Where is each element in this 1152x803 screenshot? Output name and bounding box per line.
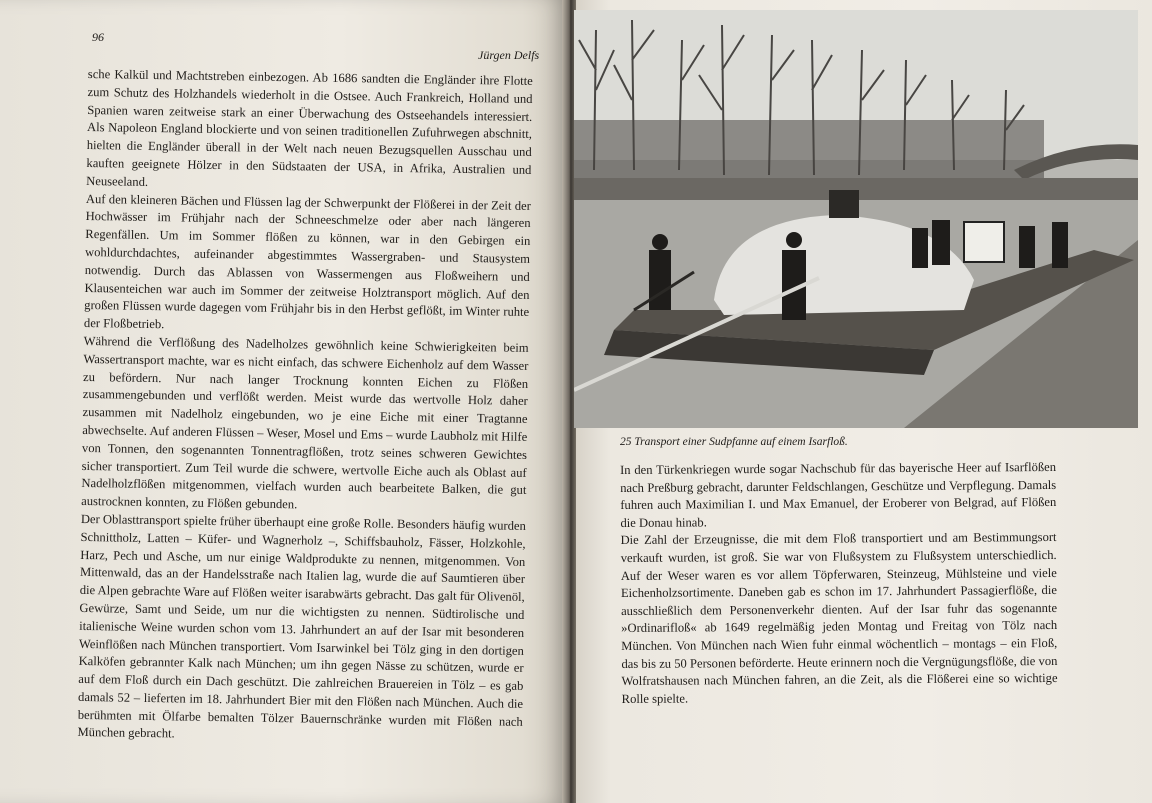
paragraph: sche Kalkül und Machtstreben einbezogen. Ab 1686 sandten die Engländer ihre Flotte zum Schutz des Holzhandels wiederholt in die Ostsee. Auch Frankreich, Holland und Spanien waren zeitweise stark an einer Überwachung des Ostseehandels interessiert. Als Napoleon England blockierte und von seinen traditionellen Zufuhrwegen abschnitt, hielten die Engländer überall in der Welt nach neuen Bezugsquellen Ausschau und kauften geeignete Hölzer in den Südstaaten der USA, in Afrika, Australien und Neuseeland. (86, 66, 533, 189)
paragraph: Der Oblasttransport spielte früher überhaupt eine große Rolle. Besonders häufig wurden Schnittholz, Latten – Küfer- und Wagnerholz –, Schiffsbauholz, Fässer, Holzkohle, Harz, Pech und Asche, um nur einige Waldprodukte zu nennen, mitgenommen. Von Mittenwald, das an der Handelsstraße nach Italien lag, wurde die auf Saumtieren über die Alpen gebrachte Ware auf Flößen weiter isarabwärts gebracht. Das galt für Olivenöl, Gewürze, Samt und Seide, um nur die wichtigsten zu nennen. Südtirolische und italienische Weine wurden schon vom 13. Jahrhundert an auf der Isar mit besonderen Weinflößen nach München transportiert. Vom Isarwinkel bei Tölz ging in den dortigen Kalköfen gebrannter Kalk nach München; um ihn gegen Nässe zu schützen, wurde er auf dem Floß durch ein Dach geschützt. Die zahlreichen Brauereien in Tölz – es gab damals 52 – lieferten im 18. Jahrhundert Bier mit den Flößen nach München. Auch die berühmten mit Ölfarbe bemalten Tölzer Bauernschränke wurden mit Flößen nach München gebracht. (77, 511, 526, 741)
page-number: 96 (92, 30, 104, 44)
paragraph: Während die Verflößung des Nadelholzes gewöhnlich keine Schwierigkeiten beim Wassertransport machte, war es nicht einfach, das schwere Eichenholz auf dem Wasser zu befördern. Nur nach langer Trocknung konnten Eichen zu Flößen zusammengebunden und verflößt werden. Meist wurde das wertvolle Holz daher zusammen mit Nadelholz eingebunden, wo je eine Eiche mit einer Tragtanne abwechselte. Auf anderen Flüssen – Weser, Mosel und Ems – wurde Laubholz mit Hilfe von Tonnen, den sogenannten Tonnentragflößen, trotz seines schweren Gewichtes sicher transportiert. Zum Teil wurde die schwere, wertvolle Eiche auch als Oblast auf Nadelholzflößen mitgenommen, vielfach wurden auch bearbeitete Balken, die gut austrocknen konnten, zu Flößen gebunden. (81, 333, 529, 512)
running-head: Jürgen Delfs (478, 48, 540, 62)
raft-photograph (574, 10, 1138, 428)
right-text-column (620, 459, 1058, 708)
figure-caption: 25 Transport einer Sudpfanne auf einem Isarfloß. (620, 436, 848, 448)
left-text-column (77, 66, 533, 749)
raft-photo-illustration (574, 10, 1138, 428)
paragraph: Auf den kleineren Bächen und Flüssen lag der Schwerpunkt der Flößerei in der Zeit der Hochwässer im Frühjahr nach der Schneeschmelze oder aber nach längeren Regenfällen. Um im Sommer flößen zu können, war in den Gebirgen ein wohldurchdachtes, aufeinander abgestimmtes Wassergraben- und Stausystem notwendig. Durch das Ablassen von Wassermengen aus Floßweihern und Klausenteichen war auch im Sommer der zeitweise Holztransport möglich. Auf den großen Flüssen wurde dagegen vom Frühjahr bis in den Herbst geflößt, im Winter ruhte der Floßbetrieb. (83, 191, 531, 332)
paragraph: In den Türkenkriegen wurde sogar Nachschub für das bayerische Heer auf Isarflößen nach Preßburg gebracht, darunter Feldschlangen, Geschütze und Verpflegung. Damals fuhren auch Maximilian I. und Max Emanuel, der Eroberer von Belgrad, auf Flößen die Donau hinab. (620, 459, 1057, 530)
paragraph: Die Zahl der Erzeugnisse, die mit dem Floß transportiert und am Bestimmungsort verkauft wurden, ist groß. Sie war von Flußsystem zu Flußsystem unterschiedlich. Auf der Weser waren es vor allem Töpferwaren, Steinzeug, Mühlsteine und viele Eichenholzsortimente. Daneben gab es schon im 17. Jahrhundert Passagierflöße, die ausschließlich dem Personenverkehr dienten. Auf der Isar fuhr das sogenannte »Ordinarifloß« ab 1649 regelmäßig jeden Montag und Freitag von Tölz nach München. Von München nach Wien fuhr einmal wöchentlich – montags – ein Floß, das bis zu 50 Personen beförderte. Heute erinnern noch die Vergnügungsflöße, die von Wolfratshausen nach München fahren, an die Zeit, als die Flößerei eine so wichtige Rolle spielte. (620, 530, 1058, 706)
